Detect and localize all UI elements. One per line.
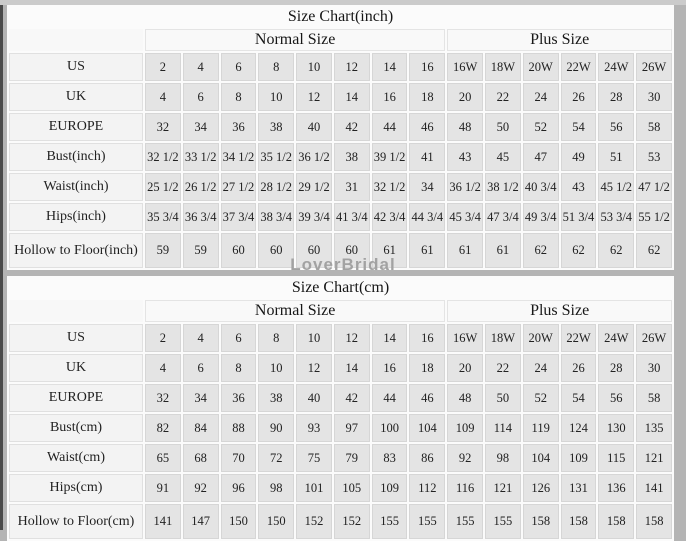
table-row <box>9 113 672 141</box>
size-value-cell: 88 <box>221 414 257 442</box>
size-value-cell: 22 <box>485 83 521 111</box>
size-value-cell: 60 <box>296 233 332 268</box>
size-value-cell: 33 1/2 <box>183 143 219 171</box>
size-value-cell: 6 <box>221 53 257 81</box>
size-value-cell: 50 <box>485 113 521 141</box>
row-label: Hips(cm) <box>9 474 143 502</box>
size-value-cell: 26W <box>636 53 672 81</box>
size-value-cell: 42 <box>334 384 370 412</box>
size-value-cell: 116 <box>447 474 483 502</box>
brand-watermark: LoverBridal <box>290 255 396 274</box>
size-value-cell: 54 <box>561 113 597 141</box>
size-value-cell: 43 <box>561 173 597 201</box>
row-label: Hips(inch) <box>9 203 143 231</box>
size-value-cell: 26 <box>561 354 597 382</box>
size-value-cell: 34 <box>183 113 219 141</box>
size-value-cell: 141 <box>636 474 672 502</box>
size-value-cell: 14 <box>334 83 370 111</box>
size-value-cell: 38 3/4 <box>258 203 294 231</box>
size-value-cell: 36 1/2 <box>296 143 332 171</box>
size-chart-inch-table <box>7 5 674 270</box>
group-header-plus-size: Plus Size <box>447 300 672 322</box>
size-value-cell: 29 1/2 <box>296 173 332 201</box>
size-value-cell: 55 1/2 <box>636 203 672 231</box>
size-value-cell: 114 <box>485 414 521 442</box>
size-value-cell: 28 <box>598 354 634 382</box>
size-value-cell: 75 <box>296 444 332 472</box>
size-value-cell: 8 <box>258 324 294 352</box>
row-label: Waist(inch) <box>9 173 143 201</box>
size-value-cell: 35 1/2 <box>258 143 294 171</box>
size-value-cell: 47 3/4 <box>485 203 521 231</box>
size-value-cell: 42 <box>334 113 370 141</box>
table-row <box>9 143 672 171</box>
size-value-cell: 36 <box>221 113 257 141</box>
row-label: US <box>9 53 143 81</box>
size-value-cell: 4 <box>183 324 219 352</box>
size-value-cell: 4 <box>145 354 181 382</box>
size-value-cell: 61 <box>409 233 445 268</box>
size-value-cell: 126 <box>523 474 559 502</box>
size-value-cell: 24 <box>523 354 559 382</box>
size-value-cell: 109 <box>447 414 483 442</box>
size-value-cell: 45 3/4 <box>447 203 483 231</box>
size-value-cell: 109 <box>372 474 408 502</box>
size-value-cell: 26W <box>636 324 672 352</box>
size-value-cell: 40 <box>296 384 332 412</box>
size-value-cell: 4 <box>145 83 181 111</box>
size-value-cell: 6 <box>221 324 257 352</box>
size-value-cell: 38 <box>334 143 370 171</box>
size-value-cell: 100 <box>372 414 408 442</box>
size-value-cell: 155 <box>372 504 408 539</box>
row-label: Hollow to Floor(cm) <box>9 504 143 539</box>
size-value-cell: 40 <box>296 113 332 141</box>
size-chart-inch-body <box>9 53 672 268</box>
size-chart-cm-sheet <box>7 276 674 541</box>
table-row <box>9 53 672 81</box>
table-row <box>9 384 672 412</box>
size-value-cell: 18 <box>409 354 445 382</box>
size-value-cell: 60 <box>334 233 370 268</box>
size-value-cell: 27 1/2 <box>221 173 257 201</box>
size-value-cell: 104 <box>409 414 445 442</box>
size-value-cell: 28 <box>598 83 634 111</box>
size-value-cell: 10 <box>258 354 294 382</box>
blank-corner-cell <box>9 300 143 322</box>
size-value-cell: 10 <box>258 83 294 111</box>
table-title-cm: Size Chart(cm) <box>9 278 672 298</box>
size-value-cell: 58 <box>636 384 672 412</box>
size-value-cell: 36 1/2 <box>447 173 483 201</box>
size-value-cell: 8 <box>221 83 257 111</box>
size-value-cell: 152 <box>334 504 370 539</box>
size-value-cell: 16 <box>409 53 445 81</box>
size-value-cell: 20W <box>523 324 559 352</box>
row-label: US <box>9 324 143 352</box>
size-value-cell: 47 1/2 <box>636 173 672 201</box>
size-value-cell: 14 <box>334 354 370 382</box>
size-value-cell: 50 <box>485 384 521 412</box>
size-value-cell: 12 <box>334 324 370 352</box>
size-value-cell: 26 1/2 <box>183 173 219 201</box>
size-value-cell: 53 3/4 <box>598 203 634 231</box>
size-value-cell: 24W <box>598 324 634 352</box>
row-label: EUROPE <box>9 113 143 141</box>
size-value-cell: 62 <box>636 233 672 268</box>
size-value-cell: 62 <box>561 233 597 268</box>
size-value-cell: 96 <box>221 474 257 502</box>
table-row <box>9 504 672 539</box>
size-value-cell: 36 <box>221 384 257 412</box>
size-value-cell: 79 <box>334 444 370 472</box>
size-value-cell: 158 <box>523 504 559 539</box>
size-value-cell: 40 3/4 <box>523 173 559 201</box>
size-value-cell: 10 <box>296 324 332 352</box>
size-value-cell: 8 <box>258 53 294 81</box>
size-value-cell: 20 <box>447 354 483 382</box>
group-header-normal-size: Normal Size <box>145 29 445 51</box>
size-value-cell: 56 <box>598 113 634 141</box>
size-value-cell: 38 <box>258 113 294 141</box>
row-label: Hollow to Floor(inch) <box>9 233 143 268</box>
size-value-cell: 62 <box>523 233 559 268</box>
size-value-cell: 121 <box>636 444 672 472</box>
size-value-cell: 147 <box>183 504 219 539</box>
row-label: Bust(inch) <box>9 143 143 171</box>
size-value-cell: 2 <box>145 324 181 352</box>
size-value-cell: 93 <box>296 414 332 442</box>
size-value-cell: 70 <box>221 444 257 472</box>
size-chart-cm-body <box>9 324 672 539</box>
size-value-cell: 48 <box>447 113 483 141</box>
size-value-cell: 158 <box>598 504 634 539</box>
row-label: Waist(cm) <box>9 444 143 472</box>
size-value-cell: 155 <box>447 504 483 539</box>
size-value-cell: 136 <box>598 474 634 502</box>
size-value-cell: 16W <box>447 53 483 81</box>
size-value-cell: 2 <box>145 53 181 81</box>
size-value-cell: 61 <box>372 233 408 268</box>
size-value-cell: 32 <box>145 384 181 412</box>
row-label: UK <box>9 354 143 382</box>
size-value-cell: 41 <box>409 143 445 171</box>
size-value-cell: 109 <box>561 444 597 472</box>
size-value-cell: 158 <box>636 504 672 539</box>
size-value-cell: 42 3/4 <box>372 203 408 231</box>
size-value-cell: 155 <box>485 504 521 539</box>
size-value-cell: 12 <box>296 83 332 111</box>
size-value-cell: 61 <box>485 233 521 268</box>
size-value-cell: 32 1/2 <box>372 173 408 201</box>
size-value-cell: 152 <box>296 504 332 539</box>
size-value-cell: 10 <box>296 53 332 81</box>
size-value-cell: 51 <box>598 143 634 171</box>
size-value-cell: 38 1/2 <box>485 173 521 201</box>
size-value-cell: 12 <box>334 53 370 81</box>
size-value-cell: 4 <box>183 53 219 81</box>
size-chart-inch-sheet <box>7 5 674 270</box>
size-value-cell: 16 <box>409 324 445 352</box>
size-value-cell: 52 <box>523 384 559 412</box>
size-value-cell: 105 <box>334 474 370 502</box>
row-label: EUROPE <box>9 384 143 412</box>
size-value-cell: 30 <box>636 354 672 382</box>
size-value-cell: 38 <box>258 384 294 412</box>
size-value-cell: 18W <box>485 324 521 352</box>
size-value-cell: 91 <box>145 474 181 502</box>
size-value-cell: 22W <box>561 324 597 352</box>
size-value-cell: 92 <box>183 474 219 502</box>
size-value-cell: 49 3/4 <box>523 203 559 231</box>
size-value-cell: 44 3/4 <box>409 203 445 231</box>
size-value-cell: 59 <box>183 233 219 268</box>
size-value-cell: 60 <box>221 233 257 268</box>
size-value-cell: 72 <box>258 444 294 472</box>
size-value-cell: 34 1/2 <box>221 143 257 171</box>
size-value-cell: 26 <box>561 83 597 111</box>
size-value-cell: 83 <box>372 444 408 472</box>
size-value-cell: 28 1/2 <box>258 173 294 201</box>
size-value-cell: 20 <box>447 83 483 111</box>
table-row <box>9 173 672 201</box>
size-value-cell: 84 <box>183 414 219 442</box>
size-value-cell: 52 <box>523 113 559 141</box>
row-label: Bust(cm) <box>9 414 143 442</box>
size-value-cell: 92 <box>447 444 483 472</box>
size-value-cell: 43 <box>447 143 483 171</box>
row-label: UK <box>9 83 143 111</box>
size-value-cell: 98 <box>485 444 521 472</box>
size-value-cell: 68 <box>183 444 219 472</box>
table-row <box>9 83 672 111</box>
table-row <box>9 203 672 231</box>
size-value-cell: 39 3/4 <box>296 203 332 231</box>
size-value-cell: 12 <box>296 354 332 382</box>
size-value-cell: 59 <box>145 233 181 268</box>
size-value-cell: 34 <box>183 384 219 412</box>
group-header-plus-size: Plus Size <box>447 29 672 51</box>
size-value-cell: 46 <box>409 113 445 141</box>
size-value-cell: 36 3/4 <box>183 203 219 231</box>
size-value-cell: 45 <box>485 143 521 171</box>
size-value-cell: 112 <box>409 474 445 502</box>
size-value-cell: 30 <box>636 83 672 111</box>
table-row <box>9 354 672 382</box>
table-title-inch: Size Chart(inch) <box>9 7 672 27</box>
size-value-cell: 16 <box>372 354 408 382</box>
table-row <box>9 324 672 352</box>
size-value-cell: 119 <box>523 414 559 442</box>
size-value-cell: 150 <box>258 504 294 539</box>
size-chart-cm-table <box>7 276 674 541</box>
size-value-cell: 61 <box>447 233 483 268</box>
size-value-cell: 115 <box>598 444 634 472</box>
size-value-cell: 51 3/4 <box>561 203 597 231</box>
size-value-cell: 56 <box>598 384 634 412</box>
table-row <box>9 414 672 442</box>
size-value-cell: 49 <box>561 143 597 171</box>
table-row <box>9 474 672 502</box>
size-value-cell: 25 1/2 <box>145 173 181 201</box>
size-value-cell: 104 <box>523 444 559 472</box>
size-value-cell: 158 <box>561 504 597 539</box>
size-value-cell: 32 <box>145 113 181 141</box>
size-value-cell: 53 <box>636 143 672 171</box>
size-value-cell: 48 <box>447 384 483 412</box>
size-value-cell: 124 <box>561 414 597 442</box>
size-value-cell: 16W <box>447 324 483 352</box>
size-value-cell: 24 <box>523 83 559 111</box>
size-value-cell: 32 1/2 <box>145 143 181 171</box>
size-value-cell: 14 <box>372 53 408 81</box>
group-header-normal-size: Normal Size <box>145 300 445 322</box>
table-row <box>9 444 672 472</box>
size-value-cell: 54 <box>561 384 597 412</box>
size-value-cell: 6 <box>183 354 219 382</box>
size-value-cell: 141 <box>145 504 181 539</box>
blank-corner-cell <box>9 29 143 51</box>
size-value-cell: 101 <box>296 474 332 502</box>
size-value-cell: 97 <box>334 414 370 442</box>
size-value-cell: 22 <box>485 354 521 382</box>
size-value-cell: 44 <box>372 113 408 141</box>
size-value-cell: 82 <box>145 414 181 442</box>
size-value-cell: 98 <box>258 474 294 502</box>
size-value-cell: 16 <box>372 83 408 111</box>
size-value-cell: 18 <box>409 83 445 111</box>
size-value-cell: 39 1/2 <box>372 143 408 171</box>
size-value-cell: 130 <box>598 414 634 442</box>
size-value-cell: 35 3/4 <box>145 203 181 231</box>
size-value-cell: 44 <box>372 384 408 412</box>
size-value-cell: 20W <box>523 53 559 81</box>
size-value-cell: 37 3/4 <box>221 203 257 231</box>
size-value-cell: 45 1/2 <box>598 173 634 201</box>
size-value-cell: 86 <box>409 444 445 472</box>
size-value-cell: 8 <box>221 354 257 382</box>
size-value-cell: 155 <box>409 504 445 539</box>
size-value-cell: 41 3/4 <box>334 203 370 231</box>
size-value-cell: 18W <box>485 53 521 81</box>
size-value-cell: 135 <box>636 414 672 442</box>
size-value-cell: 62 <box>598 233 634 268</box>
size-value-cell: 121 <box>485 474 521 502</box>
size-value-cell: 6 <box>183 83 219 111</box>
size-value-cell: 46 <box>409 384 445 412</box>
size-value-cell: 34 <box>409 173 445 201</box>
size-value-cell: 90 <box>258 414 294 442</box>
size-value-cell: 47 <box>523 143 559 171</box>
size-value-cell: 58 <box>636 113 672 141</box>
size-value-cell: 14 <box>372 324 408 352</box>
size-value-cell: 131 <box>561 474 597 502</box>
size-value-cell: 24W <box>598 53 634 81</box>
size-value-cell: 60 <box>258 233 294 268</box>
size-value-cell: 150 <box>221 504 257 539</box>
size-value-cell: 65 <box>145 444 181 472</box>
size-value-cell: 22W <box>561 53 597 81</box>
size-value-cell: 31 <box>334 173 370 201</box>
